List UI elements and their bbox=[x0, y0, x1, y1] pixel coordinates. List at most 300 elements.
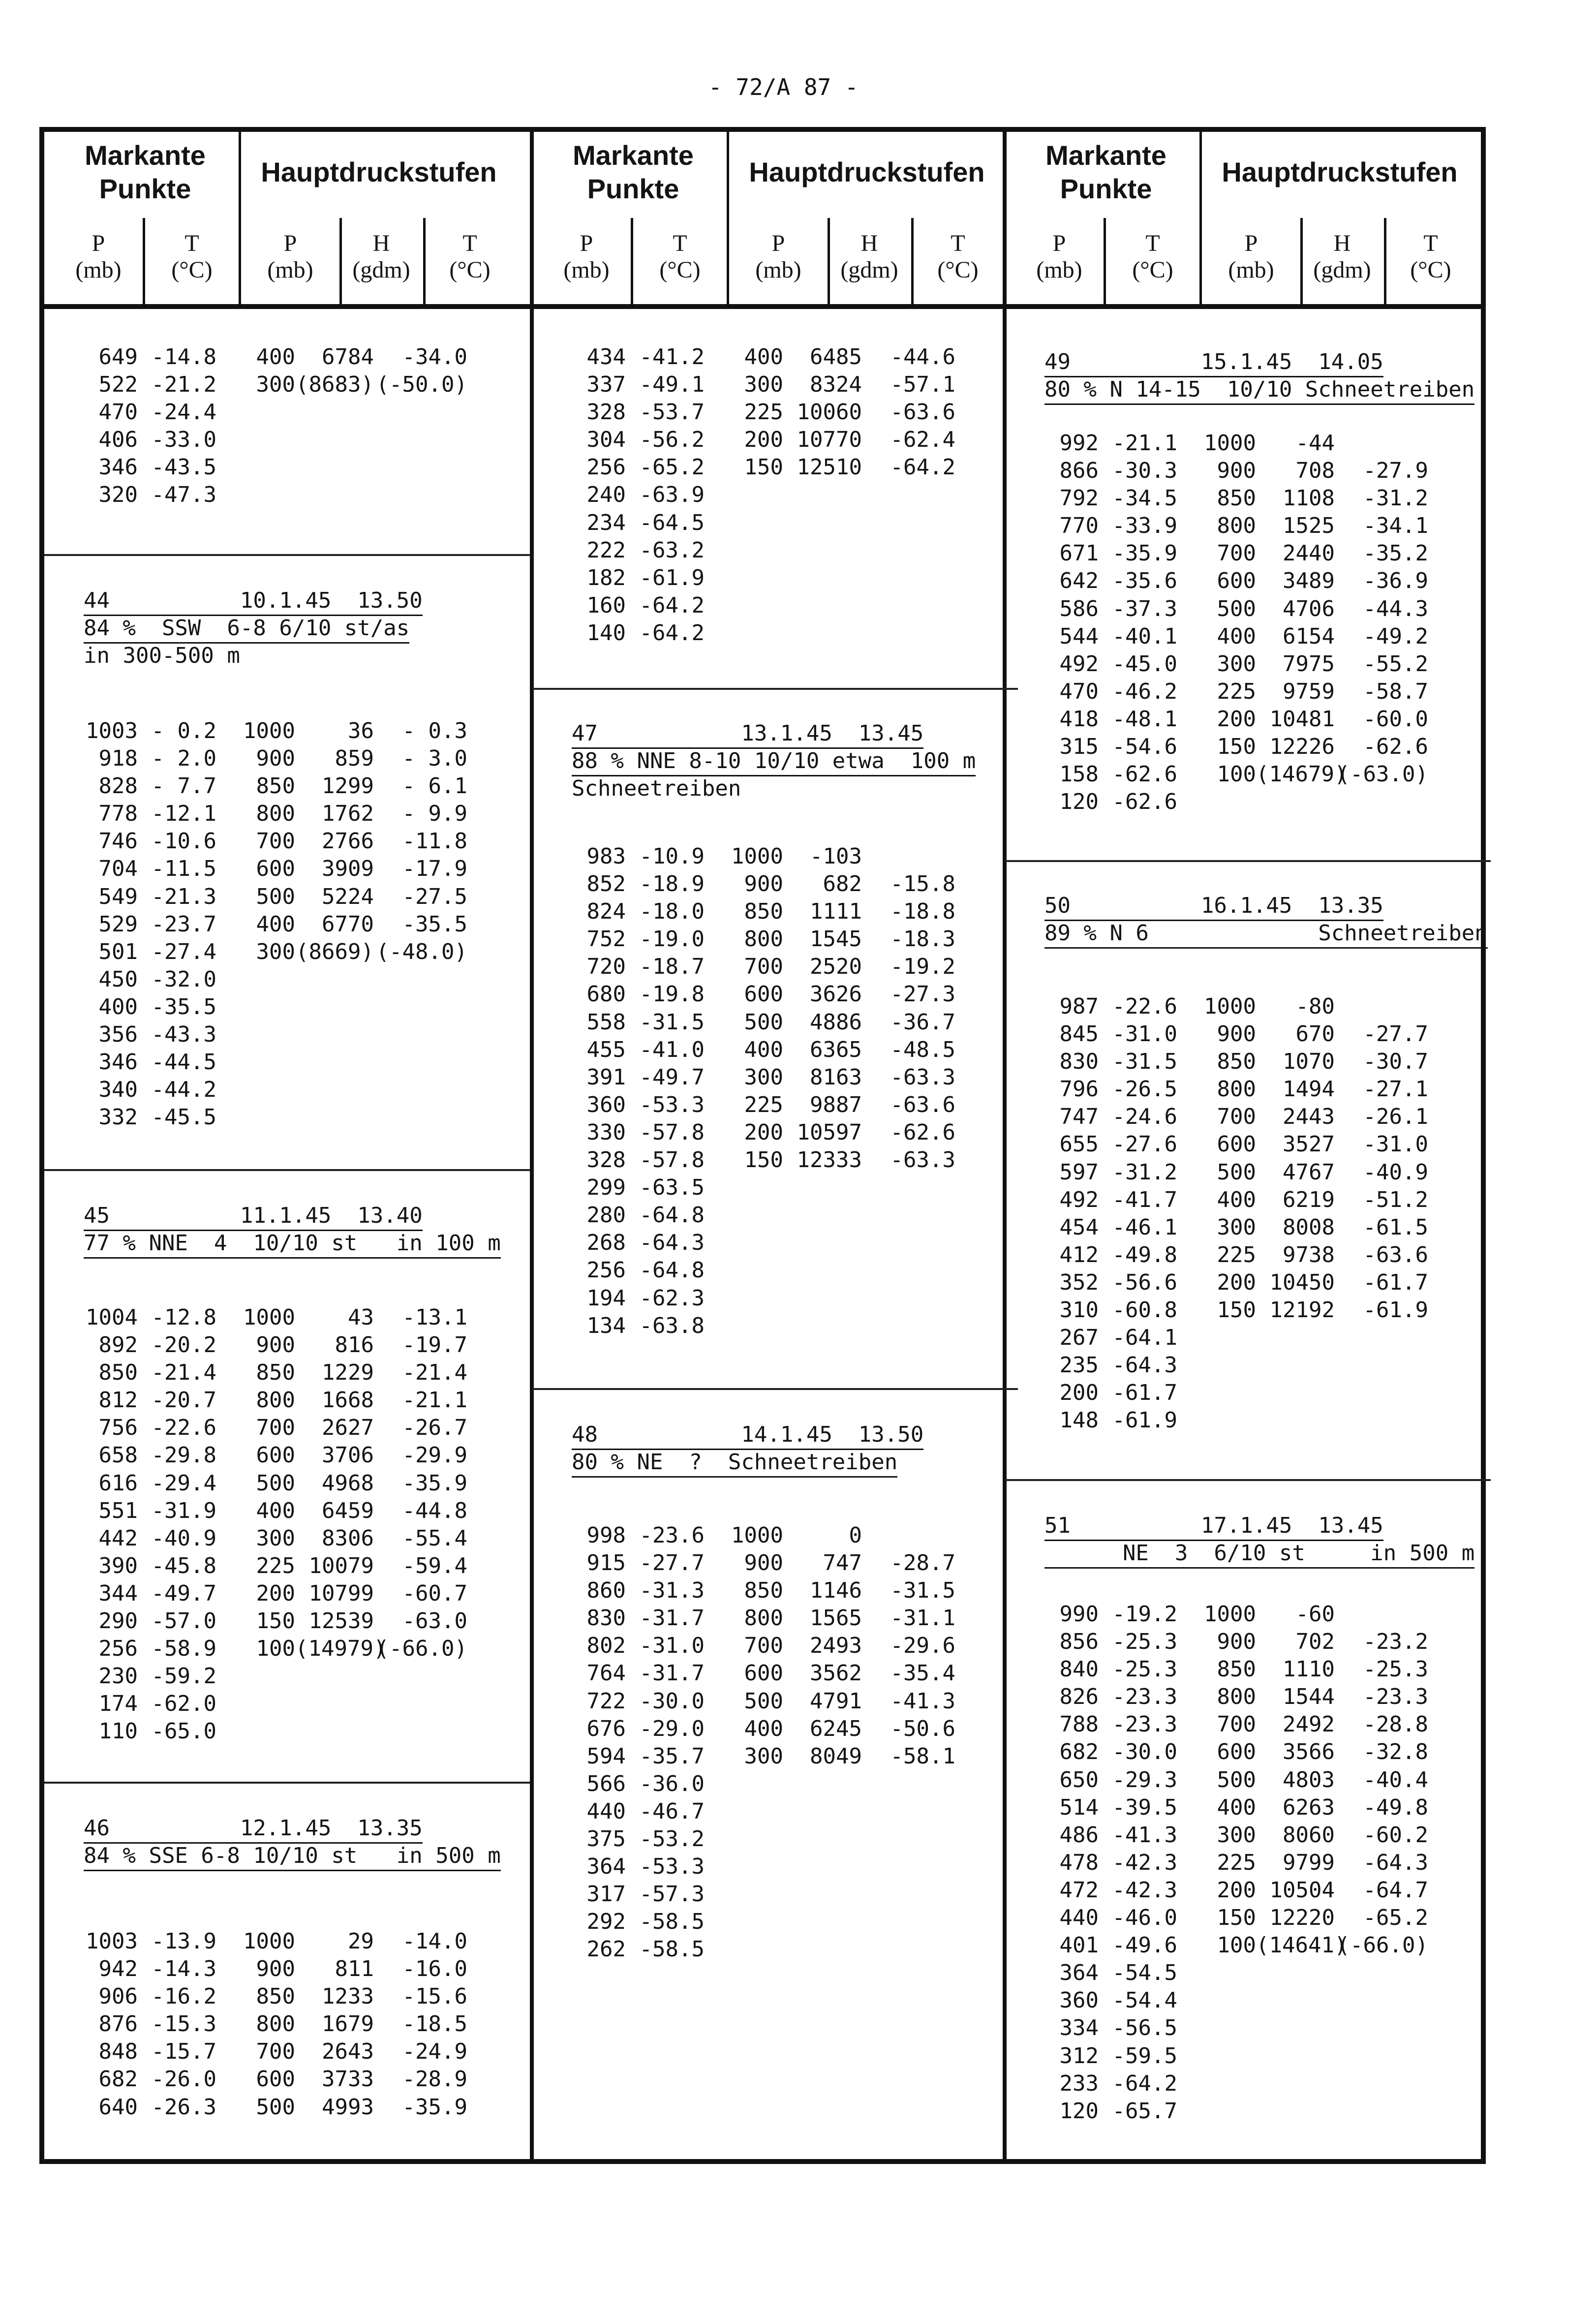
cell: 332 bbox=[98, 1105, 138, 1130]
cell: 6154 bbox=[1283, 623, 1335, 649]
cell: -58.9 bbox=[151, 1636, 216, 1662]
cell: -65.0 bbox=[151, 1719, 216, 1744]
cell: 290 bbox=[98, 1608, 138, 1634]
cell: 7975 bbox=[1283, 651, 1335, 677]
cell: -64.3 bbox=[1363, 1850, 1428, 1875]
cell: 600 bbox=[1217, 568, 1256, 594]
cell: 3706 bbox=[322, 1443, 374, 1468]
cell: 222 bbox=[586, 537, 626, 563]
page-number: - 72/A 87 - bbox=[708, 74, 859, 100]
table-row bbox=[1044, 567, 1428, 595]
cell: 182 bbox=[586, 565, 626, 590]
cell: 2493 bbox=[810, 1633, 862, 1659]
cell: -61.7 bbox=[1112, 1380, 1177, 1406]
cell: 300 bbox=[256, 1525, 295, 1551]
table-row bbox=[1044, 1822, 1428, 1849]
cell: 642 bbox=[1059, 568, 1099, 594]
table-row bbox=[572, 1522, 955, 1549]
cell: 160 bbox=[586, 592, 626, 618]
cell: -40.4 bbox=[1363, 1767, 1428, 1792]
cell: 3733 bbox=[322, 2067, 374, 2092]
header-symbol: P bbox=[580, 230, 593, 256]
cell: -14.3 bbox=[151, 1956, 216, 1982]
table-row bbox=[1044, 2070, 1428, 2098]
cell: 600 bbox=[744, 1661, 783, 1686]
table-row bbox=[84, 1983, 467, 2010]
table-row bbox=[1044, 1048, 1428, 1076]
cell: -64.2 bbox=[639, 592, 705, 618]
cell: 845 bbox=[1059, 1021, 1099, 1047]
cell: -12.1 bbox=[151, 801, 216, 827]
cell: -26.1 bbox=[1363, 1104, 1428, 1130]
cell: 670 bbox=[1295, 1021, 1335, 1047]
cell: 1000 bbox=[1204, 1602, 1256, 1627]
cell: -34.5 bbox=[1112, 486, 1177, 511]
cell: 299 bbox=[586, 1175, 626, 1201]
cell: -51.2 bbox=[1363, 1187, 1428, 1212]
cell: -31.7 bbox=[639, 1661, 705, 1686]
table-row bbox=[1044, 733, 1428, 761]
cell: -62.6 bbox=[1112, 789, 1177, 815]
table-row bbox=[1044, 1352, 1428, 1379]
cell: 1525 bbox=[1283, 513, 1335, 539]
cell: 300 bbox=[256, 939, 295, 964]
cell: 816 bbox=[335, 1332, 374, 1358]
cell: -28.7 bbox=[890, 1550, 955, 1576]
cell: 600 bbox=[256, 2067, 295, 2092]
header-t-c bbox=[633, 230, 727, 283]
header-symbol: P bbox=[1244, 230, 1258, 256]
table-row bbox=[84, 1497, 467, 1525]
cell: 10060 bbox=[797, 400, 862, 425]
data-rows bbox=[84, 343, 467, 509]
cell: -18.5 bbox=[402, 2011, 467, 2037]
cell: (8669) bbox=[296, 939, 374, 964]
cell: -27.5 bbox=[402, 884, 467, 909]
cell: -59.2 bbox=[151, 1664, 216, 1689]
cell: -23.3 bbox=[1112, 1712, 1177, 1737]
cell: 600 bbox=[256, 1443, 295, 1468]
cell: -63.6 bbox=[890, 400, 955, 425]
cell: 8324 bbox=[810, 372, 862, 398]
header-h-gdm bbox=[830, 230, 909, 283]
table-row bbox=[1044, 1103, 1428, 1131]
cell: 500 bbox=[744, 1688, 783, 1714]
cell: -34.0 bbox=[402, 344, 467, 370]
cell: 700 bbox=[744, 954, 783, 980]
cell: 566 bbox=[586, 1771, 626, 1796]
cell: 1003 bbox=[86, 718, 138, 743]
cell: 200 bbox=[744, 427, 783, 453]
cell: 10450 bbox=[1269, 1269, 1335, 1295]
cell: -37.3 bbox=[1112, 596, 1177, 621]
cell: -16.0 bbox=[402, 1956, 467, 1982]
table-row bbox=[572, 1119, 955, 1146]
cell: -65.2 bbox=[1363, 1905, 1428, 1931]
cell: 828 bbox=[98, 773, 138, 799]
table-row bbox=[84, 399, 467, 426]
cell: -41.3 bbox=[890, 1688, 955, 1714]
cell: 6219 bbox=[1283, 1187, 1335, 1212]
cell: -50.6 bbox=[890, 1716, 955, 1741]
cell: 600 bbox=[744, 982, 783, 1007]
cell: -19.8 bbox=[639, 982, 705, 1007]
cell: -29.9 bbox=[402, 1443, 467, 1468]
cell: 2766 bbox=[322, 829, 374, 854]
cell: -64.1 bbox=[1112, 1325, 1177, 1351]
header-divider bbox=[44, 304, 1481, 309]
cell: 8163 bbox=[810, 1064, 862, 1090]
cell: 150 bbox=[1217, 1298, 1256, 1323]
table-row bbox=[572, 371, 955, 399]
table-row bbox=[572, 843, 955, 870]
table-row bbox=[1044, 1269, 1428, 1297]
cell: 120 bbox=[1059, 789, 1099, 815]
cell: -31.3 bbox=[639, 1578, 705, 1604]
cell: -27.4 bbox=[151, 939, 216, 964]
header-unit: (°C) bbox=[449, 257, 491, 283]
table-row bbox=[572, 926, 955, 953]
cell: -65.7 bbox=[1112, 2098, 1177, 2124]
cell: 704 bbox=[98, 856, 138, 882]
cell: -60.2 bbox=[1363, 1822, 1428, 1848]
cell: -44.3 bbox=[1363, 596, 1428, 621]
table-row bbox=[84, 2010, 467, 2038]
cell: -64.7 bbox=[1363, 1877, 1428, 1903]
table-row bbox=[84, 1359, 467, 1387]
cell: -30.0 bbox=[1112, 1739, 1177, 1765]
cell: -57.1 bbox=[890, 372, 955, 398]
cell: -63.3 bbox=[890, 1147, 955, 1173]
header-h-gdm bbox=[342, 230, 421, 283]
cell: 800 bbox=[744, 927, 783, 952]
cell: 150 bbox=[1217, 734, 1256, 760]
cell: 558 bbox=[586, 1009, 626, 1035]
cell: -18.7 bbox=[639, 954, 705, 980]
cell: 722 bbox=[586, 1688, 626, 1714]
cell: 344 bbox=[98, 1580, 138, 1606]
cell: 470 bbox=[98, 400, 138, 425]
sounding-meta-line: 47 13.1.45 13.45 bbox=[572, 720, 923, 749]
cell: -62.6 bbox=[1112, 762, 1177, 787]
cell: 10770 bbox=[797, 427, 862, 453]
cell: 1299 bbox=[322, 773, 374, 799]
header-t-c bbox=[914, 230, 1002, 283]
cell: -29.3 bbox=[1112, 1767, 1177, 1792]
cell: -60.7 bbox=[402, 1580, 467, 1606]
cell: -28.9 bbox=[402, 2067, 467, 2092]
table-row bbox=[1044, 706, 1428, 733]
table-row bbox=[1044, 1214, 1428, 1241]
cell: 998 bbox=[586, 1523, 626, 1548]
section-separator bbox=[1005, 1479, 1491, 1481]
cell: 267 bbox=[1059, 1325, 1099, 1351]
cell: 1544 bbox=[1283, 1684, 1335, 1710]
table-row bbox=[1044, 678, 1428, 706]
cell: 472 bbox=[1059, 1877, 1099, 1903]
cell: 850 bbox=[256, 1984, 295, 2009]
sounding-meta-line: 49 15.1.45 14.05 bbox=[1044, 348, 1383, 377]
cell: 300 bbox=[1217, 1214, 1256, 1240]
cell: -45.5 bbox=[151, 1105, 216, 1130]
cell: -20.2 bbox=[151, 1332, 216, 1358]
cell: 9738 bbox=[1283, 1242, 1335, 1267]
cell: -53.2 bbox=[639, 1826, 705, 1852]
cell: 1668 bbox=[322, 1388, 374, 1413]
cell: 529 bbox=[98, 911, 138, 937]
table-row bbox=[84, 993, 467, 1021]
cell: 9759 bbox=[1283, 679, 1335, 704]
sounding-meta-line: 44 10.1.45 13.50 bbox=[84, 587, 423, 616]
cell: 700 bbox=[1217, 1712, 1256, 1737]
cell: 802 bbox=[586, 1633, 626, 1659]
cell: -41.0 bbox=[639, 1037, 705, 1062]
cell: 840 bbox=[1059, 1657, 1099, 1682]
cell: 6365 bbox=[810, 1037, 862, 1062]
header-unit: (mb) bbox=[1036, 257, 1082, 283]
cell: 43 bbox=[348, 1305, 374, 1330]
cell: -29.0 bbox=[639, 1716, 705, 1741]
cell: 876 bbox=[98, 2011, 138, 2037]
table-row bbox=[572, 1825, 955, 1853]
cell: 500 bbox=[256, 1470, 295, 1496]
table-row bbox=[572, 1549, 955, 1577]
cell: -49.8 bbox=[1363, 1794, 1428, 1820]
cell: 597 bbox=[1059, 1159, 1099, 1185]
cell: -26.5 bbox=[1112, 1077, 1177, 1102]
table-row bbox=[84, 911, 467, 938]
cell: (-66.0) bbox=[1337, 1933, 1428, 1958]
table-row bbox=[1044, 1794, 1428, 1822]
cell: -64.2 bbox=[890, 455, 955, 480]
cell: 400 bbox=[744, 1716, 783, 1741]
cell: 440 bbox=[1059, 1905, 1099, 1931]
cell: -35.9 bbox=[402, 1470, 467, 1496]
header-symbol: P bbox=[771, 230, 785, 256]
table-row bbox=[84, 745, 467, 772]
cell: 1000 bbox=[243, 718, 295, 743]
cell: 328 bbox=[586, 1147, 626, 1173]
header-symbol: H bbox=[372, 230, 390, 256]
table-row bbox=[572, 619, 955, 647]
cell: 312 bbox=[1059, 2043, 1099, 2069]
cell: -48.1 bbox=[1112, 706, 1177, 732]
cell: 292 bbox=[586, 1909, 626, 1935]
cell: 800 bbox=[256, 801, 295, 827]
cell: -30.0 bbox=[639, 1688, 705, 1714]
cell: 8008 bbox=[1283, 1214, 1335, 1240]
header-symbol: P bbox=[1052, 230, 1066, 256]
cell: -35.5 bbox=[151, 994, 216, 1019]
table-row bbox=[84, 855, 467, 883]
cell: 811 bbox=[335, 1956, 374, 1982]
cell: 850 bbox=[98, 1360, 138, 1386]
cell: 234 bbox=[586, 510, 626, 535]
cell: -64.2 bbox=[1112, 2070, 1177, 2096]
cell: 400 bbox=[98, 994, 138, 1019]
cell: -22.6 bbox=[1112, 994, 1177, 1019]
cell: 492 bbox=[1059, 1187, 1099, 1212]
cell: 900 bbox=[256, 746, 295, 772]
table-row bbox=[84, 1076, 467, 1104]
cell: 1545 bbox=[810, 927, 862, 952]
table-row bbox=[84, 1525, 467, 1552]
table-row bbox=[1044, 1932, 1428, 1959]
cell: 434 bbox=[586, 344, 626, 370]
cell: -47.3 bbox=[151, 482, 216, 508]
cell: 6784 bbox=[322, 344, 374, 370]
cell: 100 bbox=[1217, 762, 1256, 787]
cell: 100 bbox=[256, 1636, 295, 1662]
cell: -49.7 bbox=[151, 1580, 216, 1606]
cell: -44.8 bbox=[402, 1498, 467, 1523]
cell: -10.9 bbox=[639, 844, 705, 869]
header-h-gdm bbox=[1303, 230, 1381, 283]
cell: -21.3 bbox=[151, 884, 216, 909]
cell: (14641) bbox=[1256, 1933, 1348, 1958]
cell: 150 bbox=[256, 1608, 295, 1634]
table-row bbox=[572, 1577, 955, 1605]
table-row bbox=[572, 1036, 955, 1064]
cell: 892 bbox=[98, 1332, 138, 1358]
cell: -48.5 bbox=[890, 1037, 955, 1062]
cell: -44 bbox=[1295, 431, 1335, 456]
cell: -63.8 bbox=[639, 1313, 705, 1338]
cell: 906 bbox=[98, 1984, 138, 2009]
section-separator bbox=[532, 1388, 1018, 1390]
cell: -61.9 bbox=[1363, 1298, 1428, 1323]
table-row bbox=[1044, 1987, 1428, 2014]
sounding-meta-line: 45 11.1.45 13.40 bbox=[84, 1202, 423, 1231]
cell: -18.0 bbox=[639, 899, 705, 925]
cell: -27.9 bbox=[1363, 458, 1428, 484]
cell: -31.5 bbox=[639, 1009, 705, 1035]
cell: 918 bbox=[98, 746, 138, 772]
cell: 2520 bbox=[810, 954, 862, 980]
cell: -22.6 bbox=[151, 1415, 216, 1441]
cell: -27.1 bbox=[1363, 1077, 1428, 1102]
cell: 4968 bbox=[322, 1470, 374, 1496]
cell: 300 bbox=[256, 372, 295, 398]
table-row bbox=[572, 1715, 955, 1743]
table-row bbox=[84, 800, 467, 828]
cell: 10597 bbox=[797, 1119, 862, 1145]
table-row bbox=[1044, 623, 1428, 650]
cell: 400 bbox=[256, 1498, 295, 1523]
header-unit: (°C) bbox=[171, 257, 213, 283]
table-row bbox=[572, 1091, 955, 1119]
table-row bbox=[572, 1743, 955, 1770]
cell: 752 bbox=[586, 927, 626, 952]
cell: 9887 bbox=[810, 1092, 862, 1117]
cell: 364 bbox=[586, 1854, 626, 1880]
cell: 700 bbox=[256, 2039, 295, 2065]
cell: 400 bbox=[1217, 1794, 1256, 1820]
cell: -18.9 bbox=[639, 871, 705, 897]
table-row bbox=[1044, 2014, 1428, 2042]
cell: 649 bbox=[98, 344, 138, 370]
cell: 194 bbox=[586, 1285, 626, 1311]
data-rows bbox=[1044, 430, 1428, 816]
cell: -27.7 bbox=[639, 1550, 705, 1576]
cell: -80 bbox=[1295, 994, 1335, 1019]
table-row bbox=[84, 1552, 467, 1580]
cell: -40.1 bbox=[1112, 623, 1177, 649]
table-row bbox=[1044, 1656, 1428, 1683]
cell: -18.8 bbox=[890, 899, 955, 925]
cell: -35.5 bbox=[402, 911, 467, 937]
cell: (-63.0) bbox=[1337, 762, 1428, 787]
table-row bbox=[572, 1770, 955, 1798]
cell: -40.9 bbox=[151, 1525, 216, 1551]
cell: -44.6 bbox=[890, 344, 955, 370]
cell: -21.1 bbox=[1112, 431, 1177, 456]
cell: -31.2 bbox=[1363, 486, 1428, 511]
cell: 600 bbox=[256, 856, 295, 882]
cell: - 9.9 bbox=[402, 801, 467, 827]
cell: 450 bbox=[98, 966, 138, 992]
sounding-meta-line: 80 % NE ? Schneetreiben bbox=[572, 1449, 897, 1478]
cell: -60.8 bbox=[1112, 1298, 1177, 1323]
cell: 501 bbox=[98, 939, 138, 964]
cell: 500 bbox=[256, 2094, 295, 2120]
cell: 671 bbox=[1059, 541, 1099, 566]
cell: 418 bbox=[1059, 706, 1099, 732]
cell: -42.3 bbox=[1112, 1850, 1177, 1875]
cell: -61.9 bbox=[639, 565, 705, 590]
table-row bbox=[1044, 1020, 1428, 1048]
cell: 500 bbox=[256, 884, 295, 909]
cell: 4993 bbox=[322, 2094, 374, 2120]
cell: -53.3 bbox=[639, 1092, 705, 1117]
cell: 304 bbox=[586, 427, 626, 453]
cell: 796 bbox=[1059, 1077, 1099, 1102]
cell: 778 bbox=[98, 801, 138, 827]
table-row bbox=[84, 1580, 467, 1607]
cell: 1146 bbox=[810, 1578, 862, 1604]
cell: 1111 bbox=[810, 899, 862, 925]
cell: 200 bbox=[256, 1580, 295, 1606]
table-row bbox=[1044, 1683, 1428, 1711]
header-symbol: P bbox=[92, 230, 105, 256]
cell: -29.8 bbox=[151, 1443, 216, 1468]
table-row bbox=[1044, 1241, 1428, 1269]
cell: -31.2 bbox=[1112, 1159, 1177, 1185]
header-p-mb bbox=[732, 230, 825, 283]
cell: -63.6 bbox=[1363, 1242, 1428, 1267]
cell: -40.9 bbox=[1363, 1159, 1428, 1185]
cell: 990 bbox=[1059, 1602, 1099, 1627]
cell: 700 bbox=[1217, 541, 1256, 566]
cell: -49.8 bbox=[1112, 1242, 1177, 1267]
cell: -35.4 bbox=[890, 1661, 955, 1686]
header-unit: (mb) bbox=[563, 257, 610, 283]
table-row bbox=[572, 1936, 955, 1963]
cell: 2643 bbox=[322, 2039, 374, 2065]
table-row bbox=[1044, 595, 1428, 623]
cell: 700 bbox=[256, 1415, 295, 1441]
cell: 454 bbox=[1059, 1214, 1099, 1240]
cell: 328 bbox=[586, 400, 626, 425]
table-row bbox=[84, 1690, 467, 1718]
cell: 440 bbox=[586, 1798, 626, 1824]
header-symbol: T bbox=[462, 230, 477, 256]
cell: 225 bbox=[256, 1553, 295, 1578]
table-row bbox=[572, 898, 955, 926]
cell: -33.0 bbox=[151, 427, 216, 453]
cell: -60 bbox=[1295, 1602, 1335, 1627]
cell: 337 bbox=[586, 372, 626, 398]
